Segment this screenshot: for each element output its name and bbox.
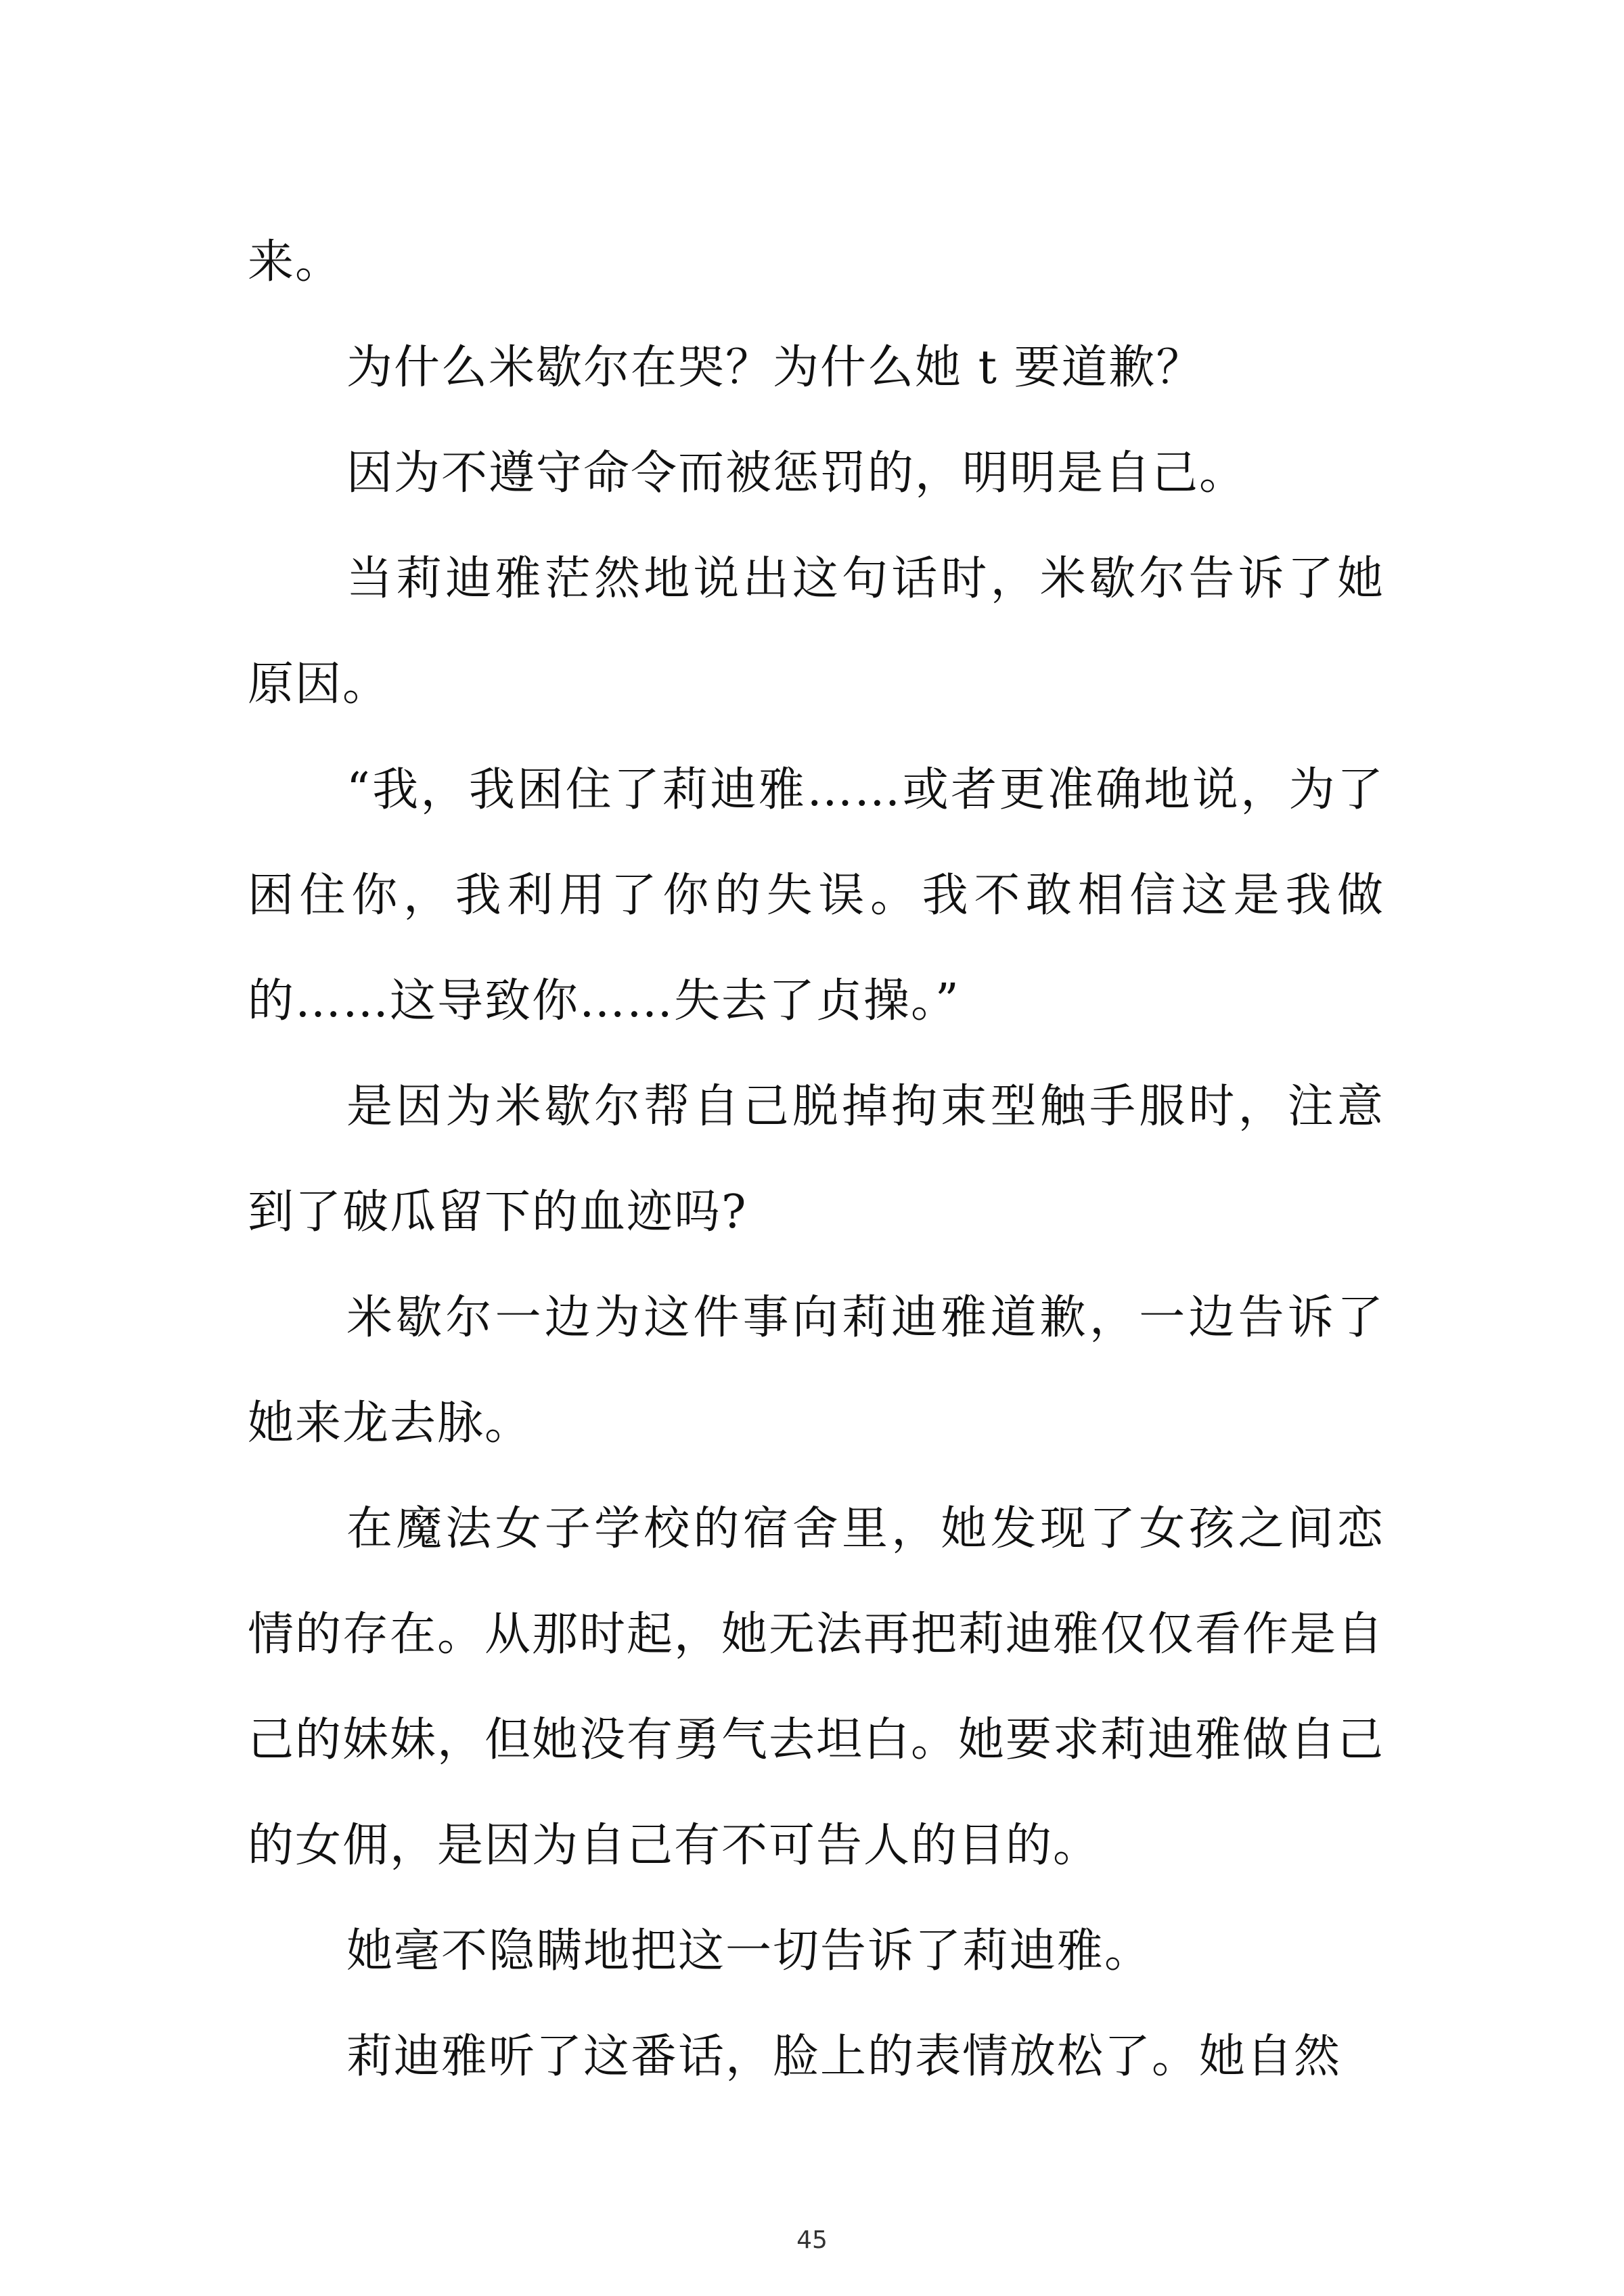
page-number: 45 — [796, 2226, 828, 2254]
paragraph: 因为不遵守命令而被惩罚的，明明是自己。 — [346, 447, 1247, 500]
paragraph: 为什么米歇尔在哭？为什么她 t 要道歉？ — [346, 341, 1204, 395]
paragraph: 在魔法女子学校的宿舍里，她发现了女孩之间恋情的存在。从那时起，她无法再把莉迪雅仅仅看作是自己的妹妹，但她没有勇气去坦白。她要求莉迪雅做自己的女佣，是因为自己有不可告人的目的。 — [248, 1502, 1385, 1872]
body-text — [248, 210, 1384, 2110]
paragraph-continuation: 来。 — [248, 235, 343, 289]
paragraph: 当莉迪雅茫然地说出这句话时，米歇尔告诉了她原因。 — [248, 552, 1384, 711]
paragraph-dialogue: “我，我困住了莉迪雅……或者更准确地说，为了困住你，我利用了你的失误。我不敢相信这是我做的……这导致你……失去了贞操。” — [248, 763, 1384, 1028]
paragraph: 是因为米歇尔帮自己脱掉拘束型触手服时，注意到了破瓜留下的血迹吗? — [248, 1080, 1384, 1239]
paragraph: 米歇尔一边为这件事向莉迪雅道歉，一边告诉了她来龙去脉。 — [248, 1291, 1384, 1450]
paragraph: 她毫不隐瞒地把这一切告诉了莉迪雅。 — [346, 1924, 1152, 1978]
paragraph: 莉迪雅听了这番话，脸上的表情放松了。她自然 — [346, 2030, 1342, 2084]
